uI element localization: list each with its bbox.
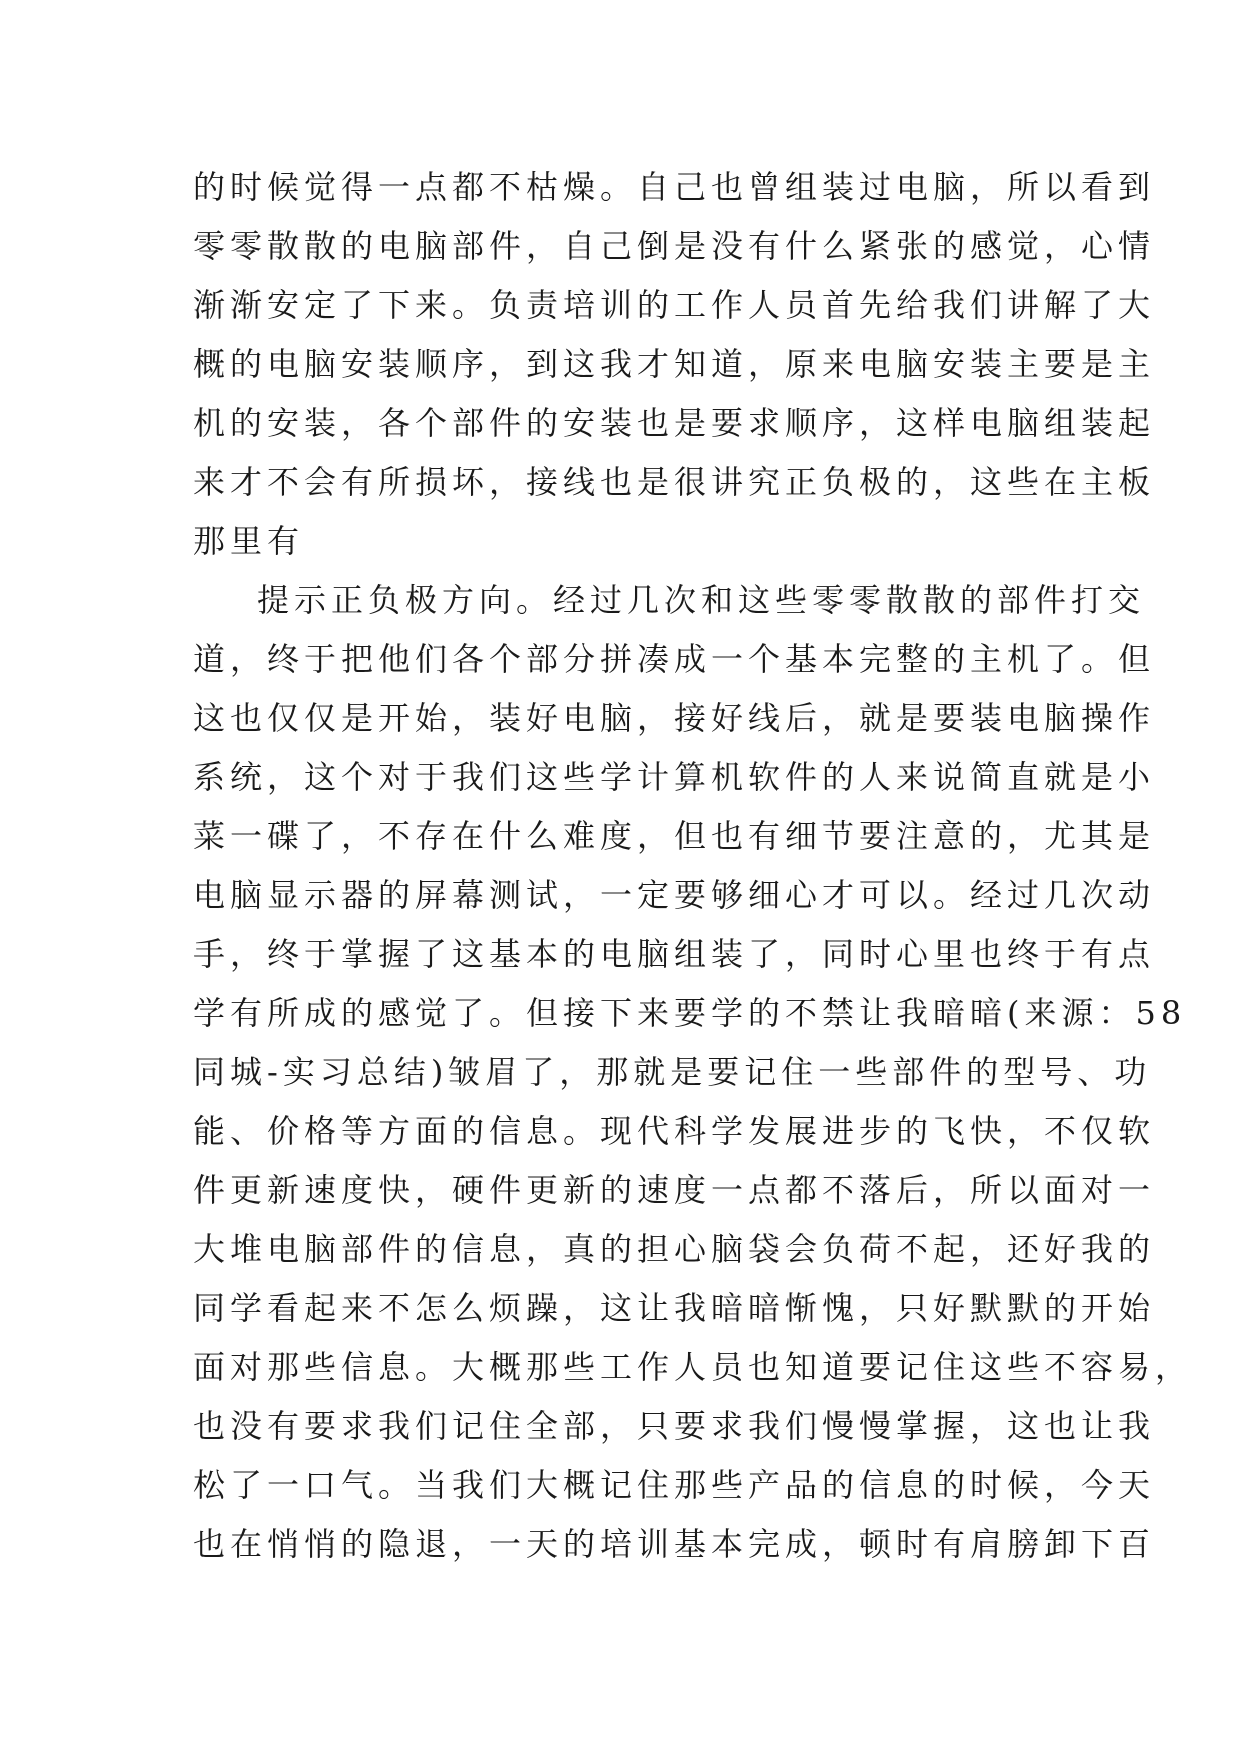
text-line: 能、价格等方面的信息。现代科学发展进步的飞快，不仅软	[193, 1112, 1156, 1150]
text-line: 电脑显示器的屏幕测试，一定要够细心才可以。经过几次动	[193, 876, 1156, 914]
text-line: 件更新速度快，硬件更新的速度一点都不落后，所以面对一	[193, 1171, 1156, 1209]
text-line: 松了一口气。当我们大概记住那些产品的信息的时候，今天	[193, 1466, 1156, 1504]
text-line: 同学看起来不怎么烦躁，这让我暗暗惭愧，只好默默的开始	[193, 1289, 1156, 1327]
text-line: 菜一碟了，不存在什么难度，但也有细节要注意的，尤其是	[193, 817, 1156, 855]
text-line: 学有所成的感觉了。但接下来要学的不禁让我暗暗(来源：58	[193, 994, 1187, 1032]
text-line: 那里有	[193, 522, 305, 560]
text-line: 大堆电脑部件的信息，真的担心脑袋会负荷不起，还好我的	[193, 1230, 1156, 1268]
text-line: 渐渐安定了下来。负责培训的工作人员首先给我们讲解了大	[193, 286, 1156, 324]
body-text	[193, 158, 1193, 1574]
text-line: 同城-实习总结)皱眉了，那就是要记住一些部件的型号、功	[193, 1053, 1152, 1091]
text-line: 面对那些信息。大概那些工作人员也知道要记住这些不容易，	[193, 1348, 1193, 1386]
text-line: 机的安装，各个部件的安装也是要求顺序，这样电脑组装起	[193, 404, 1156, 442]
text-line: 也在悄悄的隐退，一天的培训基本完成，顿时有肩膀卸下百	[193, 1525, 1156, 1563]
text-line: 零零散散的电脑部件，自己倒是没有什么紧张的感觉，心情	[193, 227, 1156, 265]
text-line: 概的电脑安装顺序，到这我才知道，原来电脑安装主要是主	[193, 345, 1156, 383]
text-line: 来才不会有所损坏，接线也是很讲究正负极的，这些在主板	[193, 463, 1156, 501]
text-line: 这也仅仅是开始，装好电脑，接好线后，就是要装电脑操作	[193, 699, 1156, 737]
text-line: 道，终于把他们各个部分拼凑成一个基本完整的主机了。但	[193, 640, 1156, 678]
text-line: 的时候觉得一点都不枯燥。自己也曾组装过电脑，所以看到	[193, 168, 1156, 206]
text-line: 手，终于掌握了这基本的电脑组装了，同时心里也终于有点	[193, 935, 1156, 973]
text-line: 也没有要求我们记住全部，只要求我们慢慢掌握，这也让我	[193, 1407, 1156, 1445]
text-line: 系统，这个对于我们这些学计算机软件的人来说简直就是小	[193, 758, 1156, 796]
text-line: 提示正负极方向。经过几次和这些零零散散的部件打交	[257, 581, 1146, 619]
